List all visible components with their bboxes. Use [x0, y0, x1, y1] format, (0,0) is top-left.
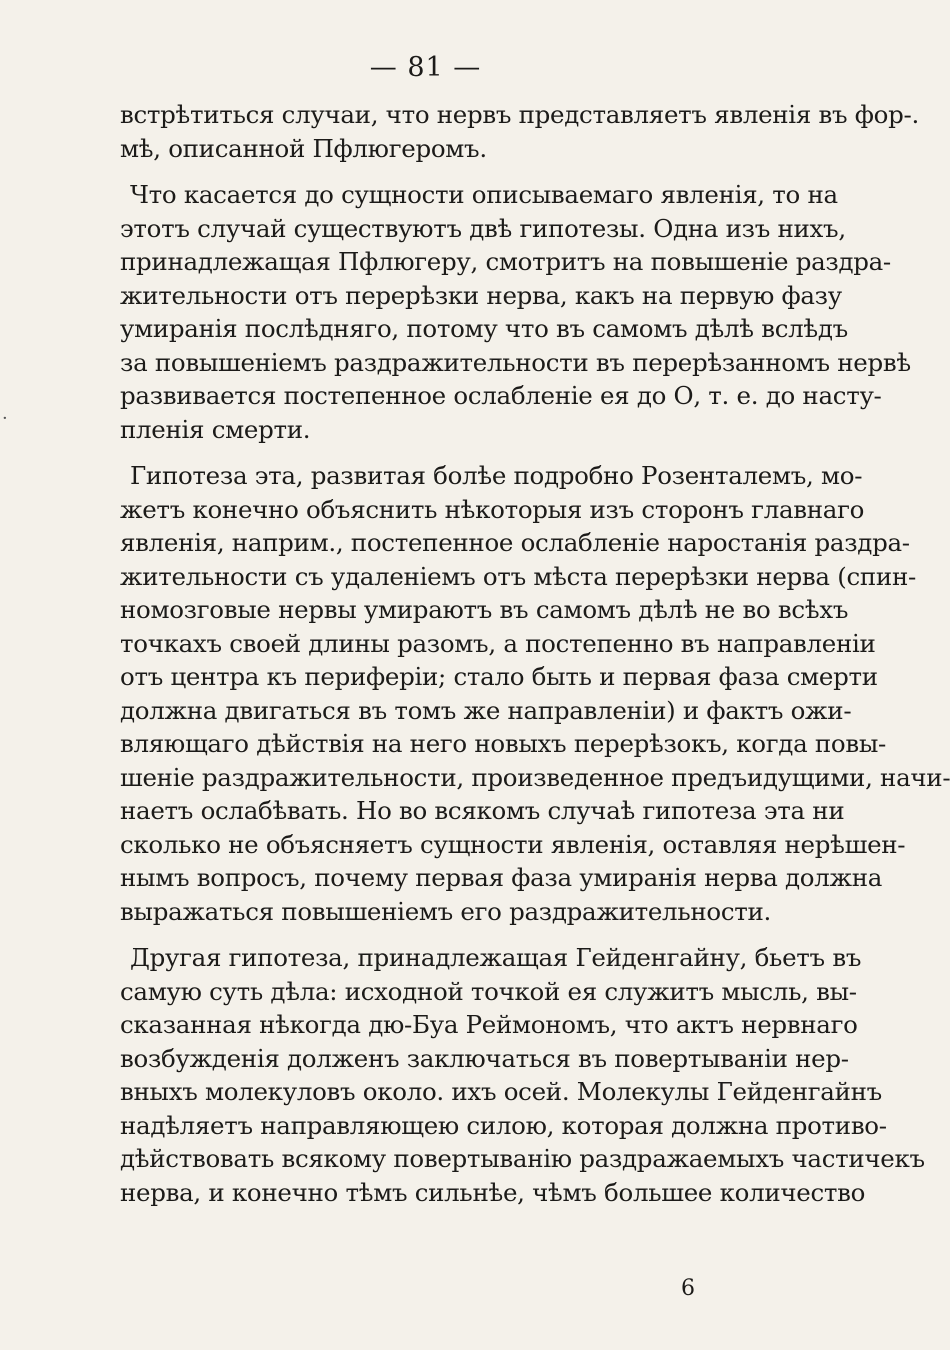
text-line: отъ центра къ периферіи; стало быть и первая фаза смерти	[120, 662, 878, 691]
body-text	[120, 98, 950, 1222]
text-line: дѣйствовать всякому повертыванію раздражаемыхъ частичекъ	[120, 1144, 925, 1173]
text-line: нымъ вопросъ, почему первая фаза умиранія нерва должна	[120, 863, 883, 892]
text-line: номозговые нервы умираютъ въ самомъ дѣлѣ не во всѣхъ	[120, 595, 849, 624]
paragraph-1	[120, 98, 919, 165]
text-line: возбужденія долженъ заключаться въ повертываніи нер-	[120, 1043, 849, 1073]
page-number: — 81 —	[369, 52, 482, 83]
text-line: за повышеніемъ раздражительности въ перерѣзанномъ нервѣ	[120, 347, 911, 377]
signature-mark: 6	[681, 1276, 695, 1301]
text-line: вныхъ молекуловъ около. ихъ осей. Молекулы Гейденгайнъ	[120, 1077, 882, 1106]
paragraph-3	[120, 459, 950, 928]
text-line: Другая гипотеза, принадлежащая Гейденгайну, бьетъ въ	[130, 943, 862, 972]
margin-mark: ·	[2, 408, 8, 429]
text-line: Что касается до сущности описываемаго явленія, то на	[130, 180, 838, 209]
text-line: нерва, и конечно тѣмъ сильнѣе, чѣмъ большее количество	[120, 1177, 866, 1207]
text-line: шеніе раздражительности, произведенное предъидущими, начи-	[120, 762, 950, 792]
text-line: сколько не объясняетъ сущности явленія, оставляя нерѣшен-	[120, 829, 906, 859]
text-line: этотъ случай существуютъ двѣ гипотезы. Одна изъ нихъ,	[120, 213, 846, 243]
text-line: развивается постепенное ослабленіе ея до О, т. е. до насту-	[120, 381, 882, 410]
text-line: точкахъ своей длины разомъ, а постепенно въ направленіи	[120, 628, 876, 658]
text-line: явленія, наприм., постепенное ослабленіе наростанія раздра-	[120, 528, 910, 557]
text-line: встрѣтиться случаи, что нервъ представляетъ явленія въ фор-.	[120, 100, 919, 129]
text-line: жетъ конечно объяснить нѣкоторыя изъ сторонъ главнаго	[120, 494, 865, 524]
text-line: Гипотеза эта, развитая болѣе подробно Розенталемъ, мо-	[130, 461, 863, 490]
text-line: жительности отъ перерѣзки нерва, какъ на первую фазу	[120, 280, 842, 310]
text-line: должна двигаться въ томъ же направленіи) и фактъ ожи-	[120, 695, 852, 725]
text-line: мѣ, описанной Пфлюгеромъ.	[120, 133, 487, 163]
text-line: пленія смерти.	[120, 414, 311, 444]
text-line: сказанная нѣкогда дю-Буа Реймономъ, что актъ нервнаго	[120, 1010, 858, 1039]
paragraph-4	[120, 941, 925, 1209]
text-line: наетъ ослабѣвать. Но во всякомъ случаѣ гипотеза эта ни	[120, 796, 845, 825]
text-line: выражаться повышеніемъ его раздражительности.	[120, 896, 772, 926]
text-line: жительности съ удаленіемъ отъ мѣста перерѣзки нерва (спин-	[120, 561, 916, 591]
paragraph-2	[120, 178, 911, 446]
text-line: принадлежащая Пфлюгеру, смотритъ на повышеніе раздра-	[120, 247, 891, 276]
text-line: вляющаго дѣйствія на него новыхъ перерѣзокъ, когда повы-	[120, 729, 887, 758]
text-line: умиранія послѣдняго, потому что въ самомъ дѣлѣ вслѣдъ	[120, 314, 848, 343]
text-line: надѣляетъ направляющею силою, которая должна противо-	[120, 1110, 887, 1140]
text-line: самую суть дѣла: исходной точкой ея служитъ мысль, вы-	[120, 976, 857, 1006]
